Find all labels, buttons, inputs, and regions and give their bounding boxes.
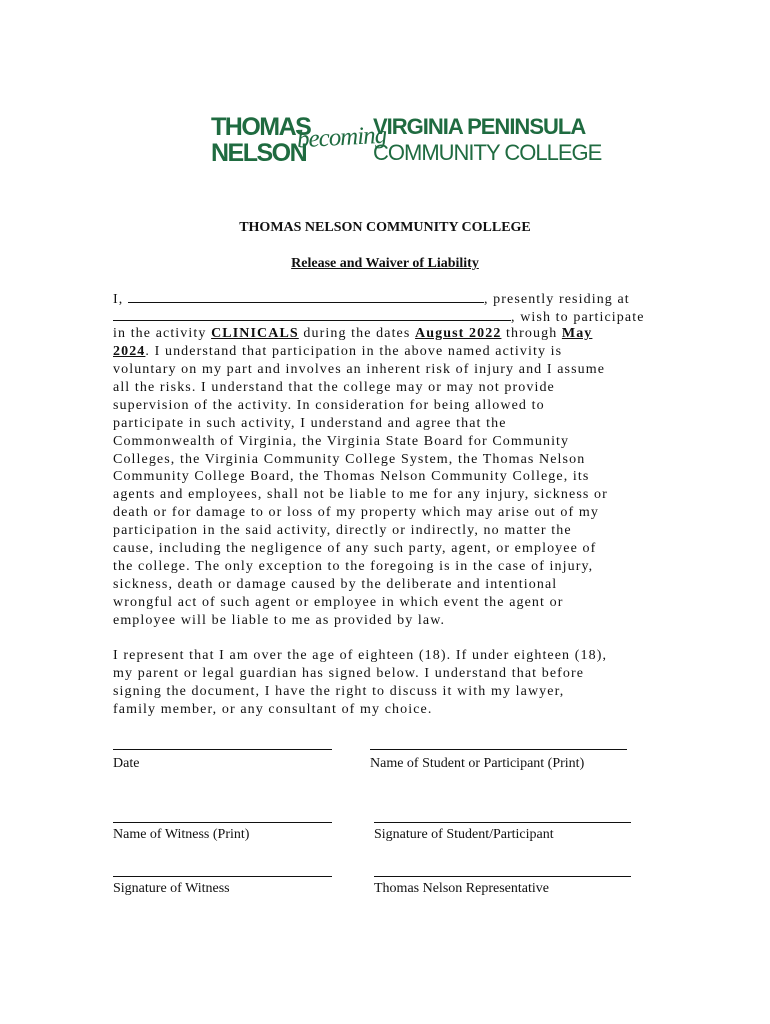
- para2-line: I represent that I am over the age of eighteen (18). If under eighteen (18),: [113, 648, 608, 663]
- student-signature-line[interactable]: [374, 822, 631, 823]
- para1-line-1: [113, 290, 630, 308]
- para1-line: Commonwealth of Virginia, the Virginia State Board for Community: [113, 433, 570, 449]
- student-name-label: Name of Student or Participant (Print): [370, 756, 585, 771]
- logo-text-virginia-peninsula: VIRGINIA PENINSULA: [373, 114, 586, 139]
- representative-line[interactable]: [374, 876, 631, 877]
- residence-blank[interactable]: [113, 308, 511, 321]
- activity-name: CLINICALS: [211, 326, 299, 341]
- text-segment: , presently residing at: [483, 292, 630, 307]
- para1-line-4: [113, 344, 562, 360]
- date-line[interactable]: [113, 749, 332, 750]
- para2-line: signing the document, I have the right to discuss it with my lawyer,: [113, 684, 565, 699]
- para1-line-3: [113, 326, 592, 342]
- date-label: Date: [113, 756, 140, 771]
- text-segment: during the dates: [298, 326, 416, 341]
- witness-signature-line[interactable]: [113, 876, 332, 877]
- document-subtitle: Release and Waiver of Liability: [291, 256, 479, 271]
- student-name-line[interactable]: [370, 749, 627, 750]
- para1-line: cause, including the negligence of any such party, agent, or employee of: [113, 541, 597, 556]
- logo-text-nelson: NELSON: [211, 139, 307, 167]
- representative-label: Thomas Nelson Representative: [374, 881, 549, 896]
- para1-line: agents and employees, shall not be liable to me for any injury, sickness or: [113, 487, 608, 503]
- para1-line-2: [113, 308, 645, 326]
- start-date: August 2022: [415, 326, 502, 341]
- para1-line: employee will be liable to me as provided by law.: [113, 612, 446, 628]
- para1-line: wrongful act of such agent or employee in which event the agent or: [113, 594, 564, 610]
- para1-line: all the risks. I understand that the college may or may not provide: [113, 379, 555, 395]
- para1-line: voluntary on my part and involves an inherent risk of injury and I assume: [113, 362, 606, 377]
- logo-text-community-college: COMMUNITY COLLEGE: [373, 140, 602, 165]
- logo-virginia-peninsula: [373, 114, 602, 166]
- para2-line: family member, or any consultant of my choice.: [113, 702, 433, 717]
- witness-name-line[interactable]: [113, 822, 332, 823]
- end-date-month: May: [561, 326, 593, 341]
- witness-name-label: Name of Witness (Print): [113, 827, 250, 842]
- para1-line: participation in the said activity, directly or indirectly, no matter the: [113, 523, 572, 539]
- logo-text-thomas: THOMAS: [211, 113, 311, 141]
- para1-line: participate in such activity, I understand and agree that the: [113, 415, 507, 431]
- end-date-year: 2024: [113, 344, 146, 359]
- logo-thomas-nelson: [211, 113, 311, 167]
- para1-line: the college. The only exception to the foregoing is in the case of injury,: [113, 558, 594, 574]
- text-segment: through: [501, 326, 562, 341]
- text-segment: . I understand that participation in the above named activity is: [145, 344, 563, 359]
- para1-line: sickness, death or damage caused by the deliberate and intentional: [113, 576, 558, 592]
- para1-line: supervision of the activity. In consideration for being allowed to: [113, 397, 545, 413]
- witness-signature-label: Signature of Witness: [113, 881, 230, 896]
- para1-line: Community College Board, the Thomas Nelson Community College, its: [113, 469, 590, 485]
- text-segment: in the activity: [113, 326, 212, 341]
- text-segment: , wish to participate: [511, 310, 645, 325]
- para1-line: Colleges, the Virginia Community College System, the Thomas Nelson: [113, 451, 586, 467]
- text-segment: I,: [113, 292, 128, 307]
- para2-line: my parent or legal guardian has signed below. I understand that before: [113, 666, 585, 681]
- college-logo: [211, 112, 602, 168]
- logo-becoming: becoming: [296, 121, 387, 154]
- para1-line: death or for damage to or loss of my property which may arise out of my: [113, 505, 599, 521]
- document-title: THOMAS NELSON COMMUNITY COLLEGE: [239, 220, 531, 235]
- student-signature-label: Signature of Student/Participant: [374, 827, 554, 842]
- name-blank[interactable]: [128, 290, 484, 303]
